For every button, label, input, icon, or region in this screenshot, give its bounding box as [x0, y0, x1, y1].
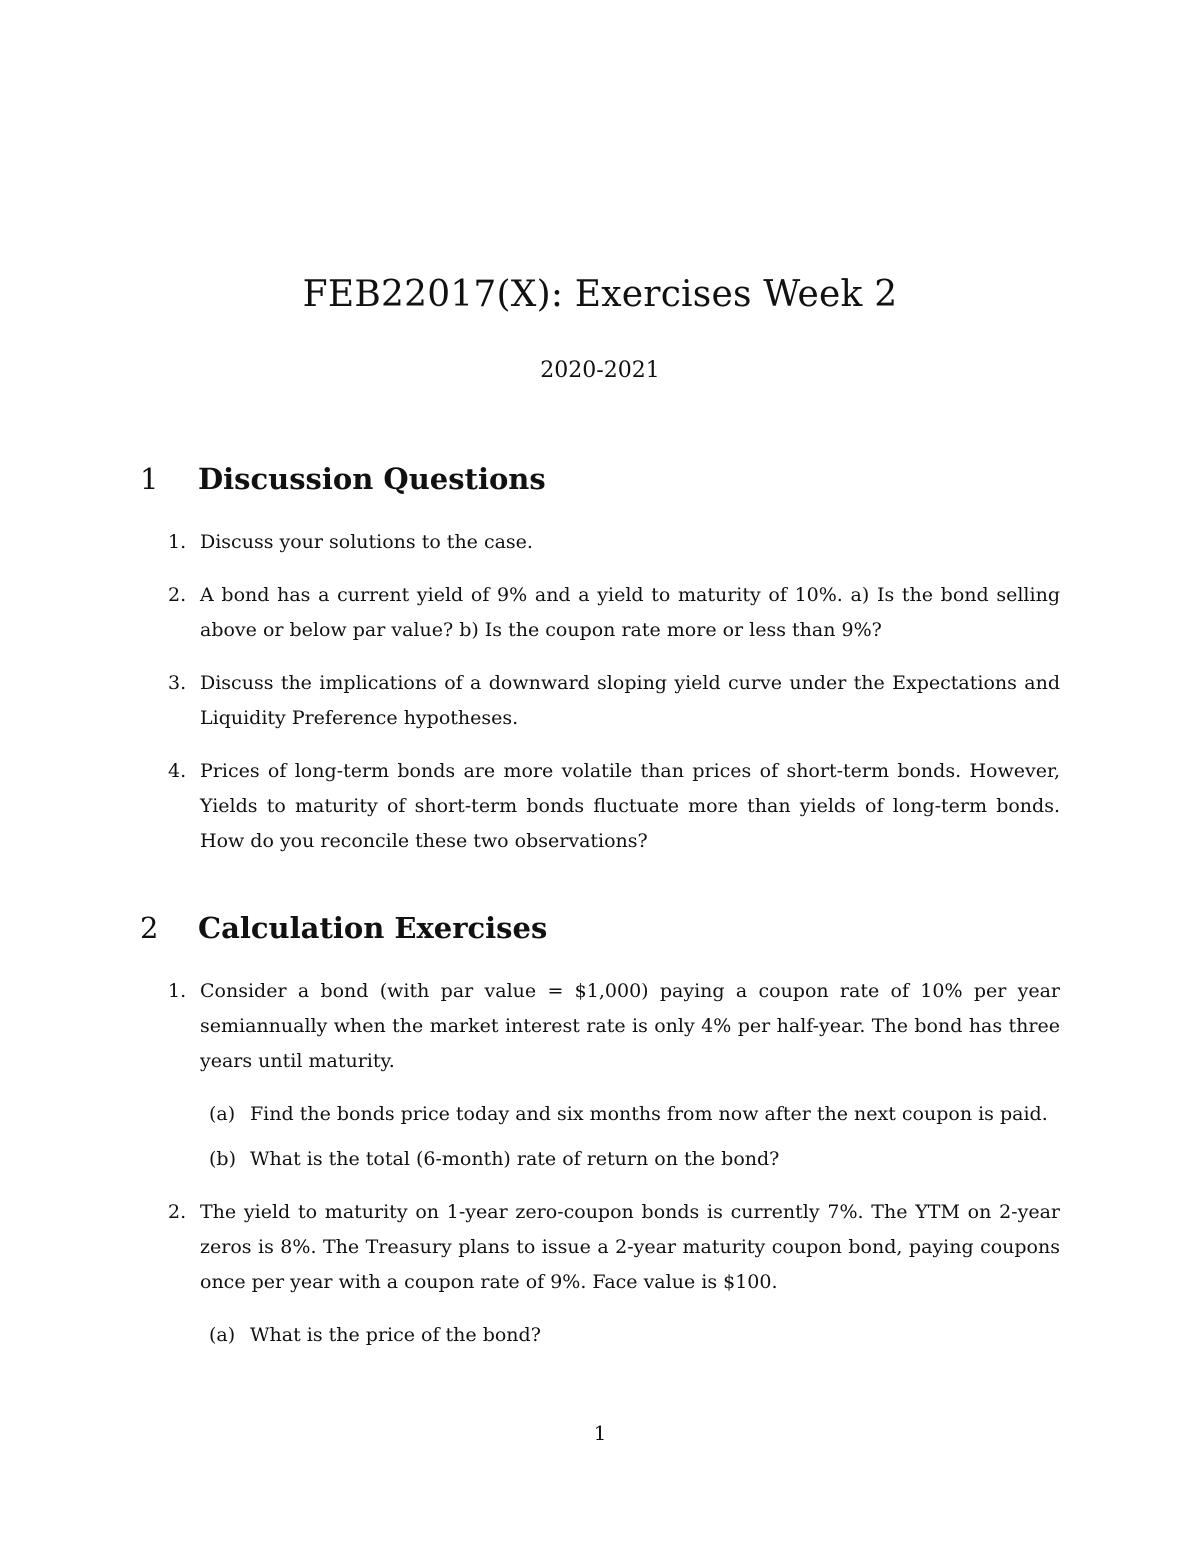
- question-number: 2.: [168, 1201, 187, 1223]
- sub-question-item: [200, 1097, 1060, 1132]
- question-list: [140, 974, 1060, 1353]
- section-title: Calculation Exercises: [198, 911, 548, 945]
- document-date: 2020-2021: [540, 358, 660, 383]
- question-list: [140, 525, 1060, 859]
- question-text: The yield to maturity on 1-year zero-coupon bonds is currently 7%. The YTM on 2-year zeros is 8%. The Treasury plans to issue a 2-year maturity coupon bond, paying coupons once per year with a coupon rate of 9%. Face value is $100.: [200, 1201, 1060, 1293]
- question-number: 4.: [168, 760, 187, 782]
- sub-question-letter: (b): [209, 1148, 236, 1170]
- question-number: 1.: [168, 980, 187, 1002]
- sub-question-text: Find the bonds price today and six months from now after the next coupon is paid.: [250, 1103, 1048, 1125]
- section-discussion-questions: [140, 462, 1060, 859]
- question-text: Discuss the implications of a downward sloping yield curve under the Expectations and Liquidity Preference hypotheses.: [200, 672, 1060, 729]
- question-number: 2.: [168, 584, 187, 606]
- question-item: [140, 974, 1060, 1177]
- document-title: FEB22017(X): Exercises Week 2: [302, 274, 898, 316]
- sub-question-item: [200, 1318, 1060, 1353]
- section-heading: [140, 911, 1060, 945]
- sub-question-letter: (a): [209, 1324, 236, 1346]
- section-heading: [140, 462, 1060, 496]
- section-calculation-exercises: [140, 911, 1060, 1353]
- sub-question-letter: (a): [209, 1103, 236, 1125]
- sub-question-list: [200, 1097, 1060, 1177]
- question-number: 3.: [168, 672, 187, 694]
- sub-question-item: [200, 1142, 1060, 1177]
- question-item: [140, 754, 1060, 859]
- question-item: [140, 1195, 1060, 1353]
- question-text: A bond has a current yield of 9% and a yield to maturity of 10%. a) Is the bond selling above or below par value? b) Is the coupon rate more or less than 9%?: [200, 584, 1060, 641]
- question-item: [140, 666, 1060, 736]
- section-title: Discussion Questions: [198, 462, 546, 496]
- section-number: 2: [140, 911, 159, 945]
- sub-question-text: What is the price of the bond?: [250, 1324, 541, 1346]
- question-text: Prices of long-term bonds are more volatile than prices of short-term bonds. However, Yields to maturity of short-term bonds fluctuate more than yields of long-term bonds. How do you reconcile these two observations?: [200, 760, 1060, 852]
- section-number: 1: [140, 462, 159, 496]
- question-text: Consider a bond (with par value = $1,000) paying a coupon rate of 10% per year semiannually when the market interest rate is only 4% per half-year. The bond has three years until maturity.: [200, 980, 1060, 1072]
- question-item: [140, 578, 1060, 648]
- question-text: Discuss your solutions to the case.: [200, 531, 533, 553]
- sub-question-text: What is the total (6-month) rate of return on the bond?: [250, 1148, 780, 1170]
- question-item: [140, 525, 1060, 560]
- page-number: 1: [593, 1421, 607, 1445]
- sub-question-list: [200, 1318, 1060, 1353]
- question-number: 1.: [168, 531, 187, 553]
